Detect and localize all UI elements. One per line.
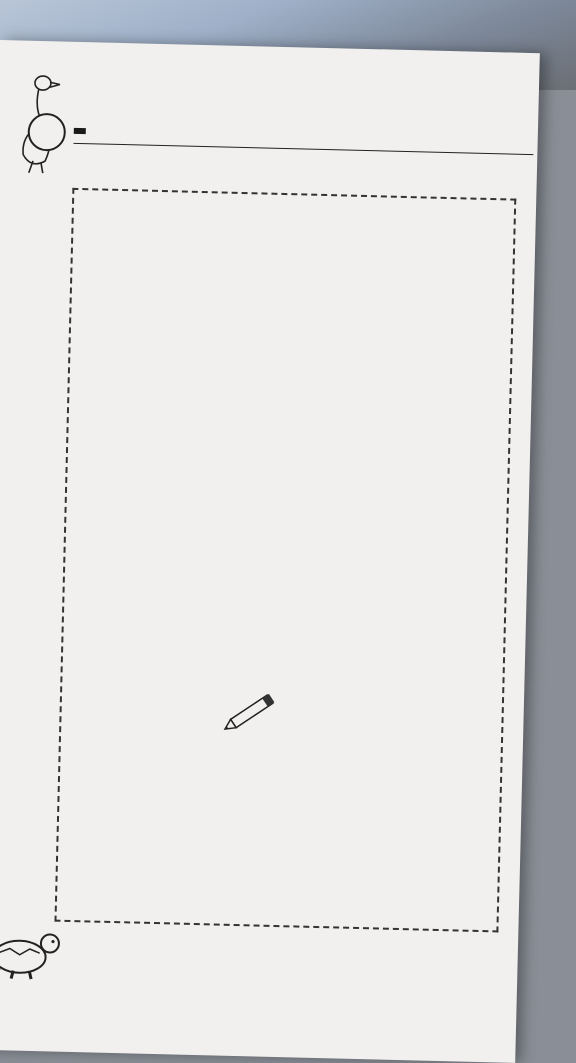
blank-teeth-diagram — [98, 637, 294, 872]
pencil-icon — [219, 686, 284, 738]
turtle-icon — [0, 920, 66, 982]
book-page — [0, 40, 540, 1063]
teething-chart-diagram — [86, 254, 251, 468]
chapter-header — [73, 121, 533, 155]
date-log-list — [302, 670, 517, 885]
week-label — [74, 128, 86, 134]
